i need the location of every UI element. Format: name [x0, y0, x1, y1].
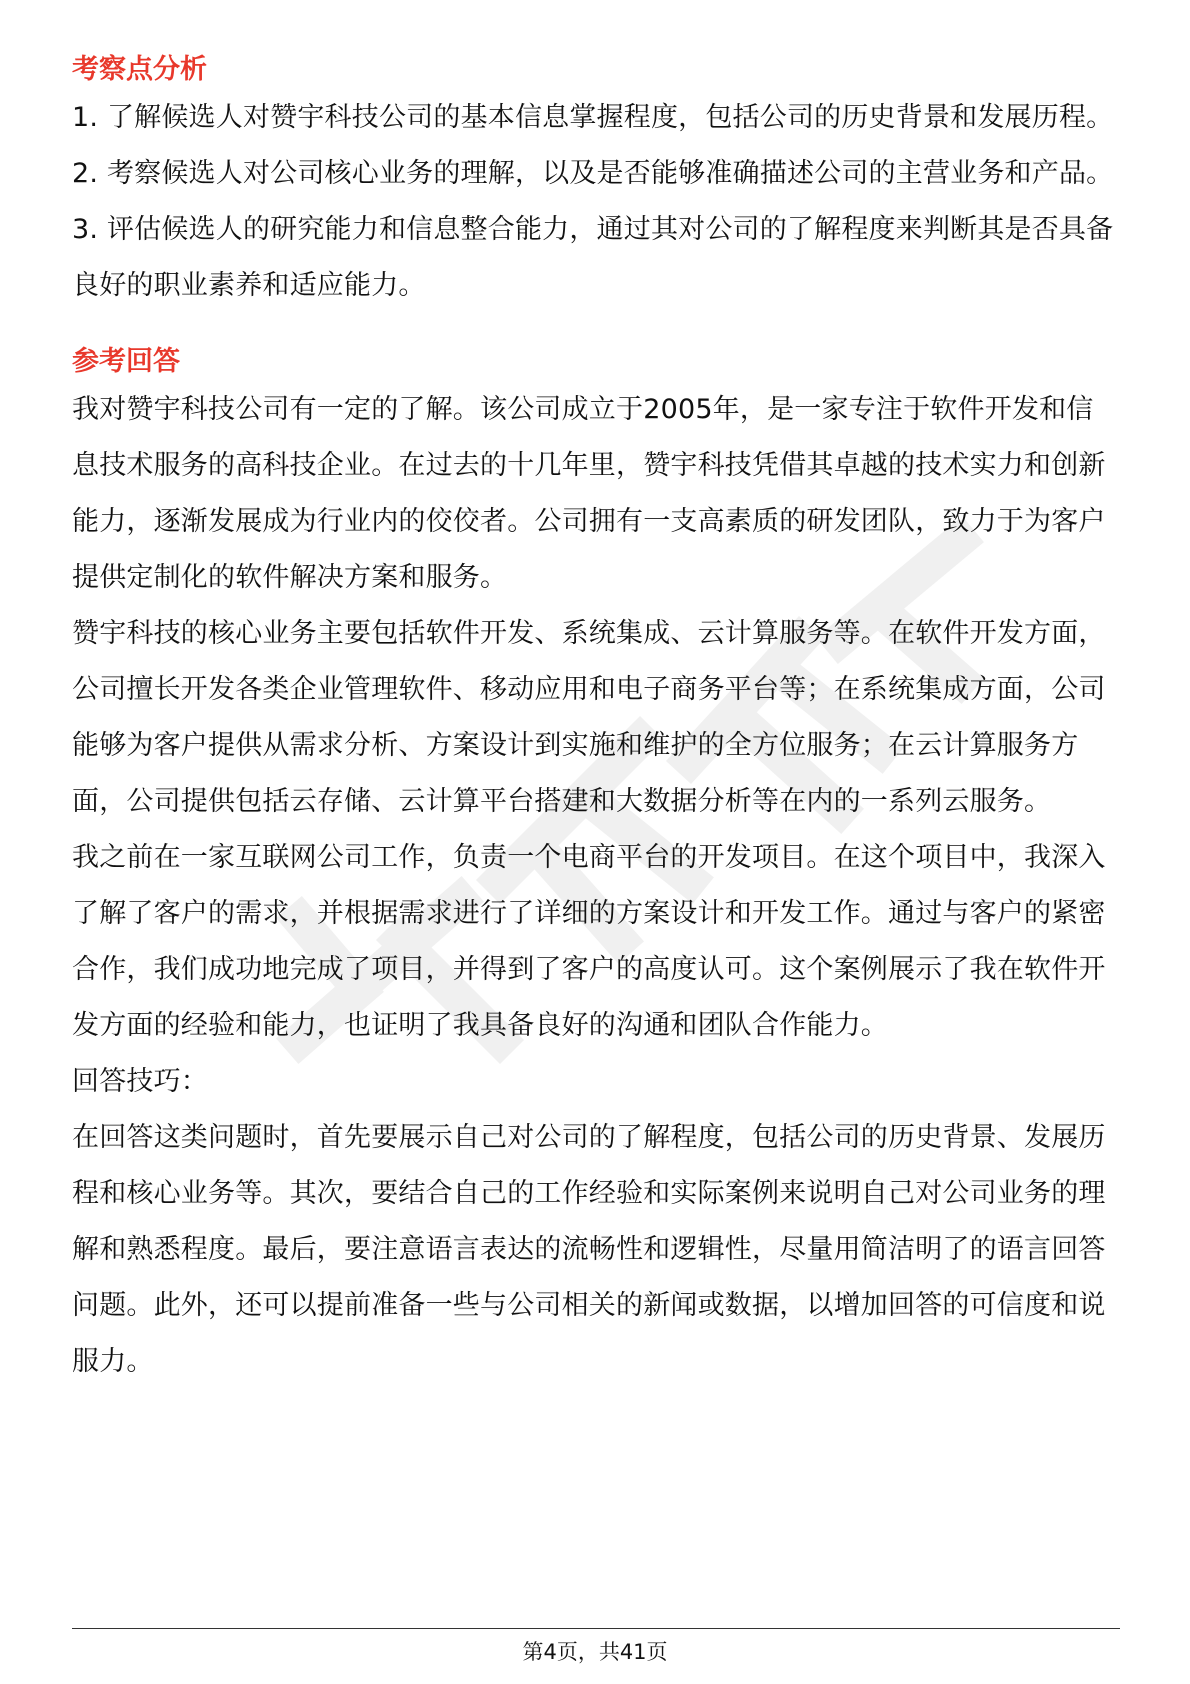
- analysis-item-3: 3. 评估候选人的研究能力和信息整合能力，通过其对公司的了解程度来判断其是否具备良好的职业素养和适应能力。: [72, 214, 1114, 301]
- answer-tips-label: 回答技巧：: [72, 1066, 208, 1097]
- answer-heading: 参考回答: [72, 346, 180, 377]
- answer-paragraph-2: 赞宇科技的核心业务主要包括软件开发、系统集成、云计算服务等。在软件开发方面，公司擅长开发各类企业管理软件、移动应用和电子商务平台等；在系统集成方面，公司能够为客户提供从需求分析、方案设计到实施和维护的全方位服务；在云计算服务方面，公司提供包括云存储、云计算平台搭建和大数据分析等在内的一系列云服务。: [72, 618, 1106, 817]
- document-content: [72, 50, 1120, 1390]
- footer-divider: [72, 1628, 1120, 1629]
- page-number: 第4页，共41页: [522, 1640, 668, 1664]
- analysis-item-2: 2. 考察候选人对公司核心业务的理解，以及是否能够准确描述公司的主营业务和产品。: [72, 158, 1114, 189]
- section-spacer: [72, 314, 1120, 342]
- answer-paragraph-1: 我对赞宇科技公司有一定的了解。该公司成立于2005年，是一家专注于软件开发和信息技术服务的高科技企业。在过去的十几年里，赞宇科技凭借其卓越的技术实力和创新能力，逐渐发展成为行业内的佼佼者。公司拥有一支高素质的研发团队，致力于为客户提供定制化的软件解决方案和服务。: [72, 394, 1106, 593]
- analysis-item-1: 1. 了解候选人对赞宇科技公司的基本信息掌握程度，包括公司的历史背景和发展历程。: [72, 102, 1114, 133]
- answer-paragraph-3: 我之前在一家互联网公司工作，负责一个电商平台的开发项目。在这个项目中，我深入了解了客户的需求，并根据需求进行了详细的方案设计和开发工作。通过与客户的紧密合作，我们成功地完成了项目，并得到了客户的高度认可。这个案例展示了我在软件开发方面的经验和能力，也证明了我具备良好的沟通和团队合作能力。: [72, 842, 1106, 1041]
- answer-tips-paragraph: 在回答这类问题时，首先要展示自己对公司的了解程度，包括公司的历史背景、发展历程和核心业务等。其次，要结合自己的工作经验和实际案例来说明自己对公司业务的理解和熟悉程度。最后，要注意语言表达的流畅性和逻辑性，尽量用简洁明了的语言回答问题。此外，还可以提前准备一些与公司相关的新闻或数据，以增加回答的可信度和说服力。: [72, 1122, 1106, 1377]
- analysis-heading: 考察点分析: [72, 54, 207, 85]
